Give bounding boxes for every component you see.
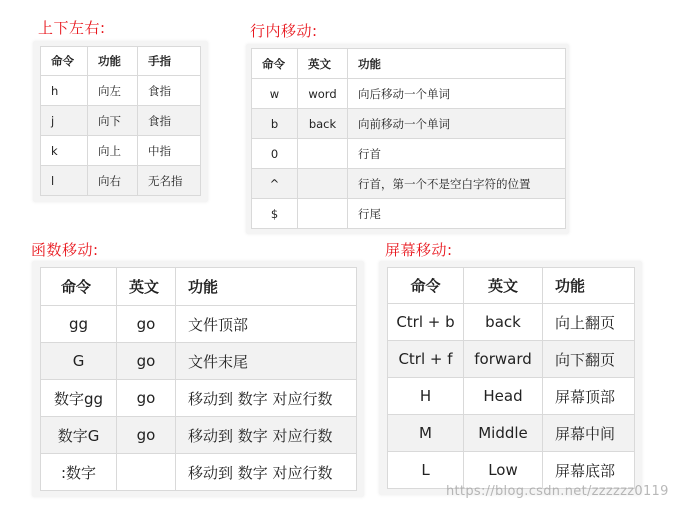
- table-row: [388, 341, 635, 378]
- cell-function: 向上翻页: [543, 304, 635, 341]
- section-title-basic: 上下左右:: [38, 19, 106, 37]
- cell-english: go: [117, 343, 176, 380]
- cell-function: 文件末尾: [176, 343, 357, 380]
- cell-english: [298, 169, 348, 199]
- cell-english: [298, 199, 348, 229]
- cell-command: M: [388, 415, 464, 452]
- cell-command: 数字gg: [41, 380, 117, 417]
- table-header-row: [41, 268, 357, 306]
- cell-command: ^: [252, 169, 298, 199]
- table-row: [388, 378, 635, 415]
- header-command: 命令: [388, 268, 464, 304]
- table-row: [252, 139, 566, 169]
- header-english: 英文: [464, 268, 543, 304]
- cell-function: 向后移动一个单词: [348, 79, 566, 109]
- cell-command: $: [252, 199, 298, 229]
- table-row: [388, 304, 635, 341]
- cell-english: word: [298, 79, 348, 109]
- header-function: 功能: [348, 49, 566, 79]
- header-command: 命令: [252, 49, 298, 79]
- cell-command: Ctrl + b: [388, 304, 464, 341]
- cell-function: 文件顶部: [176, 306, 357, 343]
- cell-command: L: [388, 452, 464, 489]
- cell-function: 向下翻页: [543, 341, 635, 378]
- cell-finger: 食指: [138, 106, 201, 136]
- table-row: [41, 76, 201, 106]
- cell-function: 行首，第一个不是空白字符的位置: [348, 169, 566, 199]
- cell-function: 移动到 数字 对应行数: [176, 454, 357, 491]
- section-title-lines: 函数移动:: [31, 241, 99, 259]
- cell-function: 向左: [88, 76, 138, 106]
- cell-command: 数字G: [41, 417, 117, 454]
- table-row: [41, 106, 201, 136]
- cell-command: w: [252, 79, 298, 109]
- cell-function: 向上: [88, 136, 138, 166]
- cell-english: back: [298, 109, 348, 139]
- table-header-row: [41, 47, 201, 76]
- table-row: [41, 417, 357, 454]
- cell-command: gg: [41, 306, 117, 343]
- cell-english: go: [117, 417, 176, 454]
- cell-english: Low: [464, 452, 543, 489]
- cell-command: l: [41, 166, 88, 196]
- table-header-row: [388, 268, 635, 304]
- table-row: [41, 380, 357, 417]
- table-row: [252, 79, 566, 109]
- table-inline-movement: [251, 48, 566, 229]
- table-row: [388, 452, 635, 489]
- cell-command: Ctrl + f: [388, 341, 464, 378]
- cell-finger: 中指: [138, 136, 201, 166]
- header-function: 功能: [543, 268, 635, 304]
- table-row: [252, 109, 566, 139]
- cell-command: b: [252, 109, 298, 139]
- table-screen-movement: [387, 267, 635, 489]
- cell-english: back: [464, 304, 543, 341]
- header-english: 英文: [117, 268, 176, 306]
- watermark: https://blog.csdn.net/zzzzzz0119: [446, 484, 669, 499]
- table-row: [388, 415, 635, 452]
- cell-english: Middle: [464, 415, 543, 452]
- cell-function: 屏幕顶部: [543, 378, 635, 415]
- cell-finger: 无名指: [138, 166, 201, 196]
- table-row: [41, 166, 201, 196]
- table-row: [252, 199, 566, 229]
- table-row: [41, 136, 201, 166]
- table-line-movement: [40, 267, 357, 491]
- header-command: 命令: [41, 268, 117, 306]
- cell-command: k: [41, 136, 88, 166]
- cell-english: go: [117, 306, 176, 343]
- cell-english: Head: [464, 378, 543, 415]
- table-row: [41, 454, 357, 491]
- header-function: 功能: [88, 47, 138, 76]
- cell-function: 屏幕中间: [543, 415, 635, 452]
- cell-english: forward: [464, 341, 543, 378]
- cell-finger: 食指: [138, 76, 201, 106]
- cell-function: 屏幕底部: [543, 452, 635, 489]
- cell-english: [298, 139, 348, 169]
- cell-function: 向右: [88, 166, 138, 196]
- cell-command: 0: [252, 139, 298, 169]
- table-row: [41, 343, 357, 380]
- cell-function: 向下: [88, 106, 138, 136]
- section-title-screen: 屏幕移动:: [385, 241, 453, 259]
- cell-english: go: [117, 380, 176, 417]
- section-title-inline: 行内移动:: [250, 22, 318, 40]
- table-row: [41, 306, 357, 343]
- cell-function: 移动到 数字 对应行数: [176, 380, 357, 417]
- cell-function: 移动到 数字 对应行数: [176, 417, 357, 454]
- header-finger: 手指: [138, 47, 201, 76]
- header-command: 命令: [41, 47, 88, 76]
- table-header-row: [252, 49, 566, 79]
- cell-command: j: [41, 106, 88, 136]
- cell-function: 行首: [348, 139, 566, 169]
- cell-english: [117, 454, 176, 491]
- header-english: 英文: [298, 49, 348, 79]
- cell-function: 向前移动一个单词: [348, 109, 566, 139]
- cell-function: 行尾: [348, 199, 566, 229]
- header-function: 功能: [176, 268, 357, 306]
- cell-command: :数字: [41, 454, 117, 491]
- table-basic-movement: [40, 46, 201, 196]
- table-row: [252, 169, 566, 199]
- cell-command: G: [41, 343, 117, 380]
- cell-command: H: [388, 378, 464, 415]
- cell-command: h: [41, 76, 88, 106]
